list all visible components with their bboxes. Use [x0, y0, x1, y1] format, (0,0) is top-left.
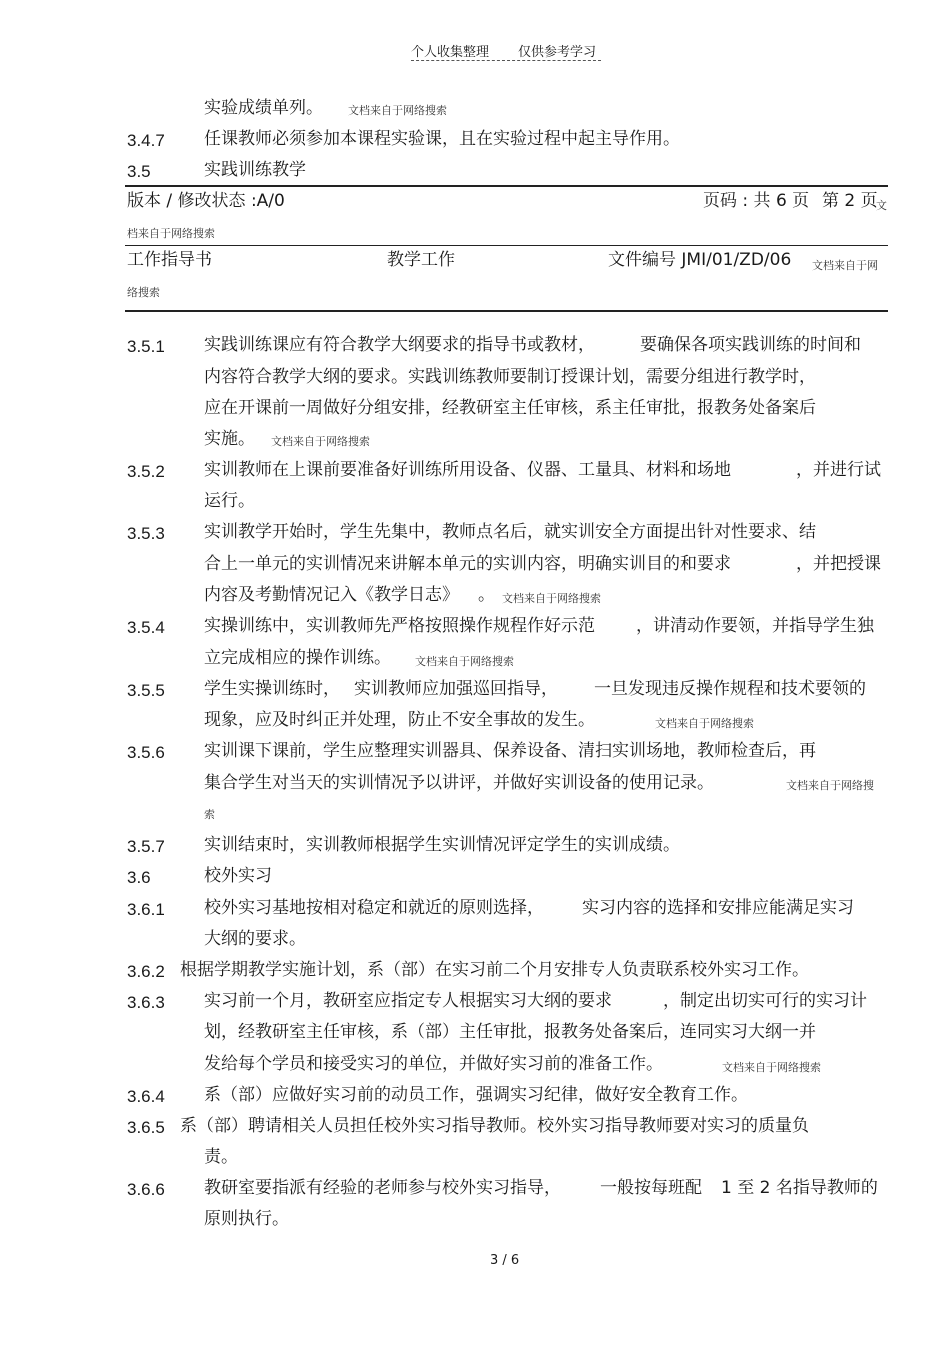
work-label: 教学工作: [387, 250, 455, 270]
text-line: 实施。: [204, 429, 255, 449]
text-line: 系（部）聘请相关人员担任校外实习指导教师。校外实习指导教师要对实习的质量负: [180, 1116, 809, 1136]
text-line: ，并把授课: [796, 554, 881, 574]
source-note: 文档来自于网络搜索: [502, 592, 601, 605]
section-number: 3.5.6: [127, 743, 165, 762]
section-number: 3.5.2: [127, 462, 165, 481]
text-line: 划，经教研室主任审核，系（部）主任审批，报教务处备案后，连同实习大纲一并: [204, 1022, 816, 1042]
running-header-left: 个人收集整理: [411, 45, 490, 60]
section-heading: 校外实习: [204, 866, 272, 886]
section-number: 3.5: [127, 162, 151, 181]
text-line: 立完成相应的操作训练。: [204, 648, 391, 668]
section-number: 3.5.1: [127, 337, 165, 356]
section-number: 3.6.5: [127, 1118, 165, 1137]
source-note: 文档来自于网络搜索: [348, 104, 447, 117]
text-line: 实训教师在上课前要准备好训练所用设备、仪器、工量具、材料和场地: [204, 460, 731, 480]
section-number: 3.6.1: [127, 900, 165, 919]
section-number: 3.5.7: [127, 837, 165, 856]
text-line: 集合学生对当天的实训情况予以讲评，并做好实训设备的使用记录。: [204, 773, 714, 793]
text-line: 实践训练课应有符合教学大纲要求的指导书或教材，: [204, 335, 595, 355]
text-line: 任课教师必须参加本课程实验课，且在实验过程中起主导作用。: [204, 129, 680, 149]
section-number: 3.6.3: [127, 993, 165, 1012]
section-heading: 实践训练教学: [204, 160, 306, 180]
text-line: 责。: [204, 1147, 238, 1167]
text-line: 运行。: [204, 491, 255, 511]
guide-label: 工作指导书: [127, 250, 212, 270]
text-line: 实验成绩单列。: [204, 98, 323, 118]
source-note: 文档来自于网络搜索: [655, 717, 754, 730]
source-note: 索: [204, 808, 215, 821]
text-line: 教研室要指派有经验的老师参与校外实习指导，: [204, 1178, 561, 1198]
text-line: 实训教师应加强巡回指导，: [354, 679, 558, 699]
text-line: 实训课下课前，学生应整理实训器具、保养设备、清扫实训场地，教师检查后，再: [204, 741, 816, 761]
section-number: 3.5.3: [127, 524, 165, 543]
text-line: 实操训练中，实训教师先严格按照操作规程作好示范: [204, 616, 595, 636]
source-note: 文档来自于网络搜索: [415, 655, 514, 668]
text-line: 实习前一个月，教研室应指定专人根据实习大纲的要求: [204, 991, 612, 1011]
running-header-right: 仅供参考学习: [518, 45, 597, 60]
source-note: 文档来自于网络搜索: [722, 1061, 821, 1074]
text-line: 现象，应及时纠正并处理，防止不安全事故的发生。: [204, 710, 595, 730]
text-line: 。: [478, 585, 495, 605]
text-line: 应在开课前一周做好分组安排，经教研室主任审核，系主任审批，报教务处备案后: [204, 398, 816, 418]
text-line: ，讲清动作要领，并指导学生独: [636, 616, 874, 636]
source-note: 文: [876, 199, 887, 212]
text-line: 内容及考勤情况记入《教学日志》: [204, 585, 459, 605]
text-line: 校外实习基地按相对稳定和就近的原则选择，: [204, 898, 544, 918]
section-number: 3.5.4: [127, 618, 165, 637]
section-number: 3.6.2: [127, 962, 165, 981]
header-rule-top: [125, 185, 888, 187]
text-line: 要确保各项实践训练的时间和: [640, 335, 861, 355]
version-status: 版本 / 修改状态 :A/0: [127, 191, 285, 211]
text-line: 实习内容的选择和安排应能满足实习: [582, 898, 854, 918]
text-line: 内容符合教学大纲的要求。实践训练教师要制订授课计划，需要分组进行教学时，: [204, 367, 816, 387]
file-number: 文件编号 JMI/01/ZD/06: [608, 250, 792, 270]
section-number: 3.4.7: [127, 131, 165, 150]
text-line: 一般按每班配: [600, 1178, 702, 1198]
source-note: 文档来自于网络搜: [786, 779, 874, 792]
section-number: 3.5.5: [127, 681, 165, 700]
source-note: 络搜索: [127, 286, 160, 299]
text-line: 实训结束时，实训教师根据学生实训情况评定学生的实训成绩。: [204, 835, 680, 855]
text-line: ，并进行试: [796, 460, 881, 480]
section-number: 3.6.4: [127, 1087, 165, 1106]
text-line: 大纲的要求。: [204, 929, 306, 949]
text-line: 合上一单元的实训情况来讲解本单元的实训内容，明确实训目的和要求: [204, 554, 731, 574]
source-note: 档来自于网络搜索: [127, 227, 215, 240]
source-note: 文档来自于网: [812, 259, 878, 272]
text-line: 一旦发现违反操作规程和技术要领的: [594, 679, 866, 699]
header-rule-bottom: [125, 310, 888, 312]
text-line: 1 至 2 名指导教师的: [721, 1178, 878, 1198]
text-line: ，制定出切实可行的实习计: [663, 991, 867, 1011]
text-line: 根据学期教学实施计划，系（部）在实习前二个月安排专人负责联系校外实习工作。: [180, 960, 809, 980]
header-dashed-rule: [411, 60, 601, 61]
text-line: 系（部）应做好实习前的动员工作，强调实习纪律，做好安全教育工作。: [204, 1085, 748, 1105]
section-number: 3.6: [127, 868, 151, 887]
header-rule-mid: [125, 245, 888, 246]
text-line: 原则执行。: [204, 1209, 289, 1229]
text-line: 学生实操训练时，: [204, 679, 340, 699]
page-number: 第 2 页: [822, 191, 878, 211]
text-line: 发给每个学员和接受实习的单位，并做好实习前的准备工作。: [204, 1054, 663, 1074]
page-count: 页码 : 共 6 页: [703, 191, 810, 211]
source-note: 文档来自于网络搜索: [271, 435, 370, 448]
section-number: 3.6.6: [127, 1180, 165, 1199]
page-footer: 3 / 6: [490, 1253, 520, 1268]
text-line: 实训教学开始时，学生先集中，教师点名后，就实训安全方面提出针对性要求、结: [204, 522, 816, 542]
